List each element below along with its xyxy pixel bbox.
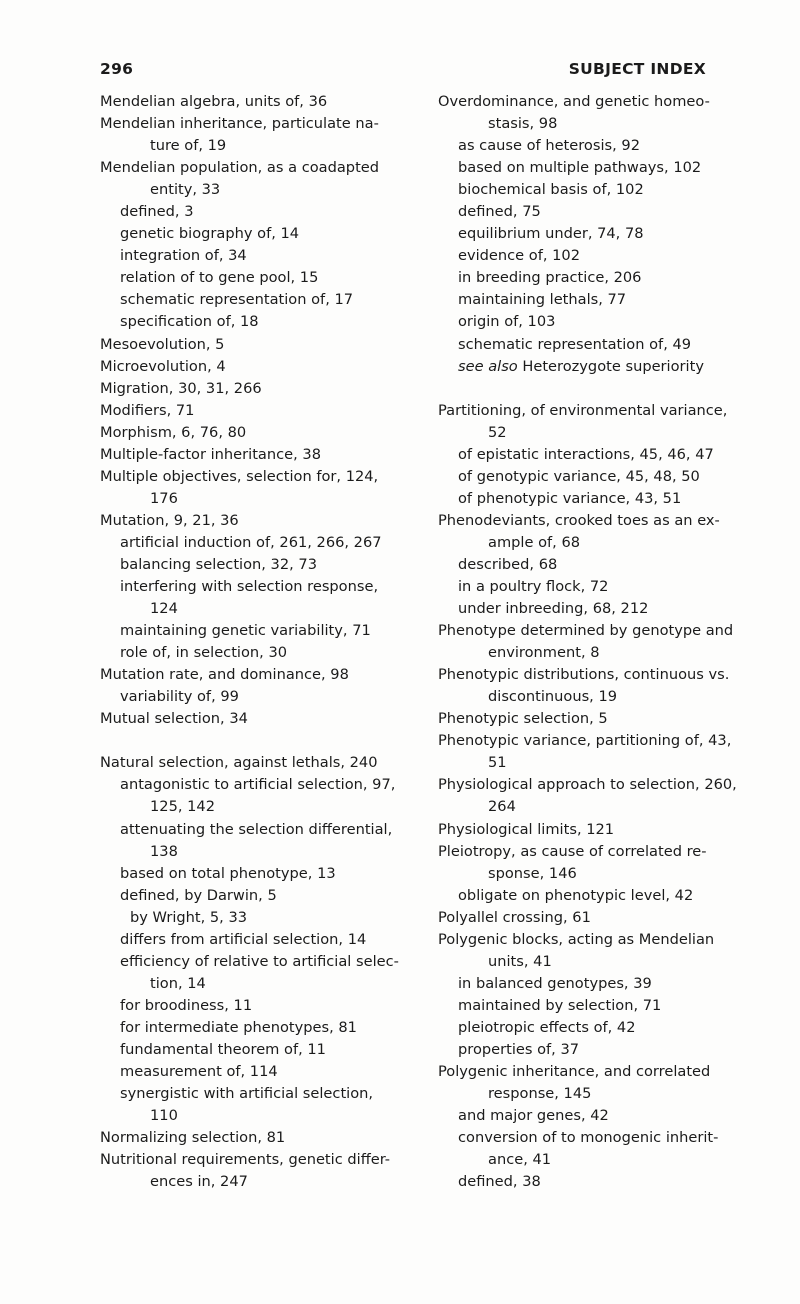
index-subentry: synergistic with artificial selection, — [120, 1085, 374, 1103]
index-entry: Mendelian inheritance, particulate na- — [100, 115, 379, 133]
index-entry: Pleiotropy, as cause of correlated re- — [438, 842, 707, 860]
index-entry: Natural selection, against lethals, 240 — [100, 754, 378, 772]
index-entry: Phenotypic selection, 5 — [438, 710, 608, 728]
index-subentry: under inbreeding, 68, 212 — [458, 600, 649, 618]
index-entry: Phenodeviants, crooked toes as an ex- — [438, 511, 720, 529]
index-entry: Multiple objectives, selection for, 124, — [100, 467, 379, 485]
index-subentry: evidence of, 102 — [458, 247, 581, 265]
index-subentry: role of, in selection, 30 — [120, 644, 288, 662]
index-entry: Mendelian population, as a coadapted — [100, 159, 380, 177]
index-subentry: interfering with selection response, — [120, 578, 379, 596]
index-subentry: of epistatic interactions, 45, 46, 47 — [458, 445, 714, 463]
index-subentry: efficiency of relative to artificial selec- — [120, 952, 399, 970]
index-entry-continuation: entity, 33 — [150, 181, 221, 199]
index-subentry: differs from artificial selection, 14 — [120, 930, 367, 948]
index-subentry: artificial induction of, 261, 266, 267 — [120, 533, 382, 551]
index-entry: Mutation, 9, 21, 36 — [100, 511, 239, 529]
index-subentry: obligate on phenotypic level, 42 — [458, 886, 694, 904]
index-entry-continuation: 138 — [150, 842, 178, 860]
index-entry: Migration, 30, 31, 266 — [100, 379, 262, 397]
index-entry-continuation: 125, 142 — [150, 798, 215, 816]
index-entry-continuation: sponse, 146 — [488, 864, 577, 882]
index-entry: Modifiers, 71 — [100, 401, 195, 419]
index-subentry: for intermediate phenotypes, 81 — [120, 1018, 357, 1036]
index-entry-continuation: 110 — [150, 1107, 178, 1125]
index-entry: Multiple-factor inheritance, 38 — [100, 445, 321, 463]
index-entry: Phenotypic distributions, continuous vs. — [438, 666, 730, 684]
index-subentry: integration of, 34 — [120, 247, 247, 265]
index-subentry: maintaining genetic variability, 71 — [120, 622, 371, 640]
running-head: SUBJECT INDEX — [568, 60, 706, 78]
index-entry: Mutual selection, 34 — [100, 710, 248, 728]
index-subentry: schematic representation of, 49 — [458, 335, 692, 353]
see-also-label: see also — [458, 357, 523, 375]
index-subentry: defined, by Darwin, 5 — [120, 886, 277, 904]
index-column-right — [438, 91, 778, 1193]
index-entry: Phenotypic variance, partitioning of, 43, — [438, 732, 732, 750]
index-entry: Morphism, 6, 76, 80 — [100, 423, 247, 441]
index-subentry: origin of, 103 — [458, 313, 556, 331]
index-entry-continuation: 176 — [150, 489, 178, 507]
index-subentry: genetic biography of, 14 — [120, 225, 300, 243]
index-subentry: in balanced genotypes, 39 — [458, 974, 652, 992]
index-column-left — [100, 91, 438, 1193]
index-entry-continuation: 51 — [488, 754, 507, 772]
index-subentry: of phenotypic variance, 43, 51 — [458, 489, 682, 507]
index-subentry — [438, 356, 778, 378]
index-subentry: schematic representation of, 17 — [120, 291, 354, 309]
index-entry: Nutritional requirements, genetic differ- — [100, 1151, 391, 1169]
index-entry-continuation: environment, 8 — [488, 644, 600, 662]
index-entry: Polygenic blocks, acting as Mendelian — [438, 930, 715, 948]
index-subentry: of genotypic variance, 45, 48, 50 — [458, 467, 700, 485]
index-entry-continuation: response, 145 — [488, 1085, 592, 1103]
index-entry-continuation: 264 — [488, 798, 516, 816]
index-subentry: by Wright, 5, 33 — [130, 908, 248, 926]
page-header — [100, 60, 706, 84]
index-subentry: described, 68 — [458, 555, 558, 573]
index-entry: Polyallel crossing, 61 — [438, 908, 591, 926]
index-entry: Physiological limits, 121 — [438, 820, 615, 838]
index-subentry: variability of, 99 — [120, 688, 239, 706]
index-subentry: biochemical basis of, 102 — [458, 181, 644, 199]
index-subentry: for broodiness, 11 — [120, 996, 253, 1014]
index-subentry: fundamental theorem of, 11 — [120, 1040, 326, 1058]
index-subentry: balancing selection, 32, 73 — [120, 555, 317, 573]
index-subentry: specification of, 18 — [120, 313, 259, 331]
index-subentry: based on multiple pathways, 102 — [458, 159, 702, 177]
index-subentry: defined, 3 — [120, 203, 194, 221]
index-entry-continuation: 52 — [488, 423, 507, 441]
index-subentry: relation of to gene pool, 15 — [120, 269, 319, 287]
index-subentry: defined, 75 — [458, 203, 541, 221]
index-entry: Physiological approach to selection, 260, — [438, 776, 737, 794]
index-entry: Partitioning, of environmental variance, — [438, 401, 728, 419]
see-also-target: Heterozygote superiority — [522, 357, 704, 375]
index-subentry: based on total phenotype, 13 — [120, 864, 336, 882]
index-subentry: as cause of heterosis, 92 — [458, 137, 640, 155]
index-entry: Overdominance, and genetic homeo- — [438, 93, 710, 110]
section-gap — [100, 730, 438, 752]
index-entry-continuation: 124 — [150, 600, 178, 618]
section-gap — [438, 378, 778, 400]
page-number: 296 — [100, 60, 134, 78]
index-entry-continuation: ences in, 247 — [150, 1173, 248, 1191]
index-subentry: antagonistic to artificial selection, 97, — [120, 776, 396, 794]
index-subentry: properties of, 37 — [458, 1040, 580, 1058]
index-entry: Phenotype determined by genotype and — [438, 622, 734, 640]
index-subentry: pleiotropic effects of, 42 — [458, 1018, 636, 1036]
index-subentry: maintaining lethals, 77 — [458, 291, 627, 309]
index-entry-continuation: units, 41 — [488, 952, 552, 970]
index-subentry: maintained by selection, 71 — [458, 996, 662, 1014]
index-subentry: attenuating the selection differential, — [120, 820, 393, 838]
index-subentry: and major genes, 42 — [458, 1107, 609, 1125]
index-entry: Polygenic inheritance, and correlated — [438, 1063, 711, 1081]
index-subentry: conversion of to monogenic inherit- — [458, 1129, 719, 1147]
index-subentry: in breeding practice, 206 — [458, 269, 642, 287]
index-entry: Mesoevolution, 5 — [100, 335, 225, 353]
index-entry: Microevolution, 4 — [100, 357, 226, 375]
index-subentry: defined, 38 — [458, 1173, 541, 1191]
index-subentry: equilibrium under, 74, 78 — [458, 225, 644, 243]
index-entry-continuation: ture of, 19 — [150, 137, 227, 155]
index-entry-continuation: stasis, 98 — [488, 115, 558, 133]
index-entry-continuation: ance, 41 — [488, 1151, 552, 1169]
index-entry: Normalizing selection, 81 — [100, 1129, 286, 1147]
index-entry-continuation: discontinuous, 19 — [488, 688, 618, 706]
index-entry: Mendelian algebra, units of, 36 — [100, 93, 328, 110]
index-entry: Mutation rate, and dominance, 98 — [100, 666, 349, 684]
index-subentry: measurement of, 114 — [120, 1063, 278, 1081]
index-subentry: in a poultry flock, 72 — [458, 577, 609, 595]
index-entry-continuation: ample of, 68 — [488, 533, 581, 551]
index-entry-continuation: tion, 14 — [150, 974, 206, 992]
